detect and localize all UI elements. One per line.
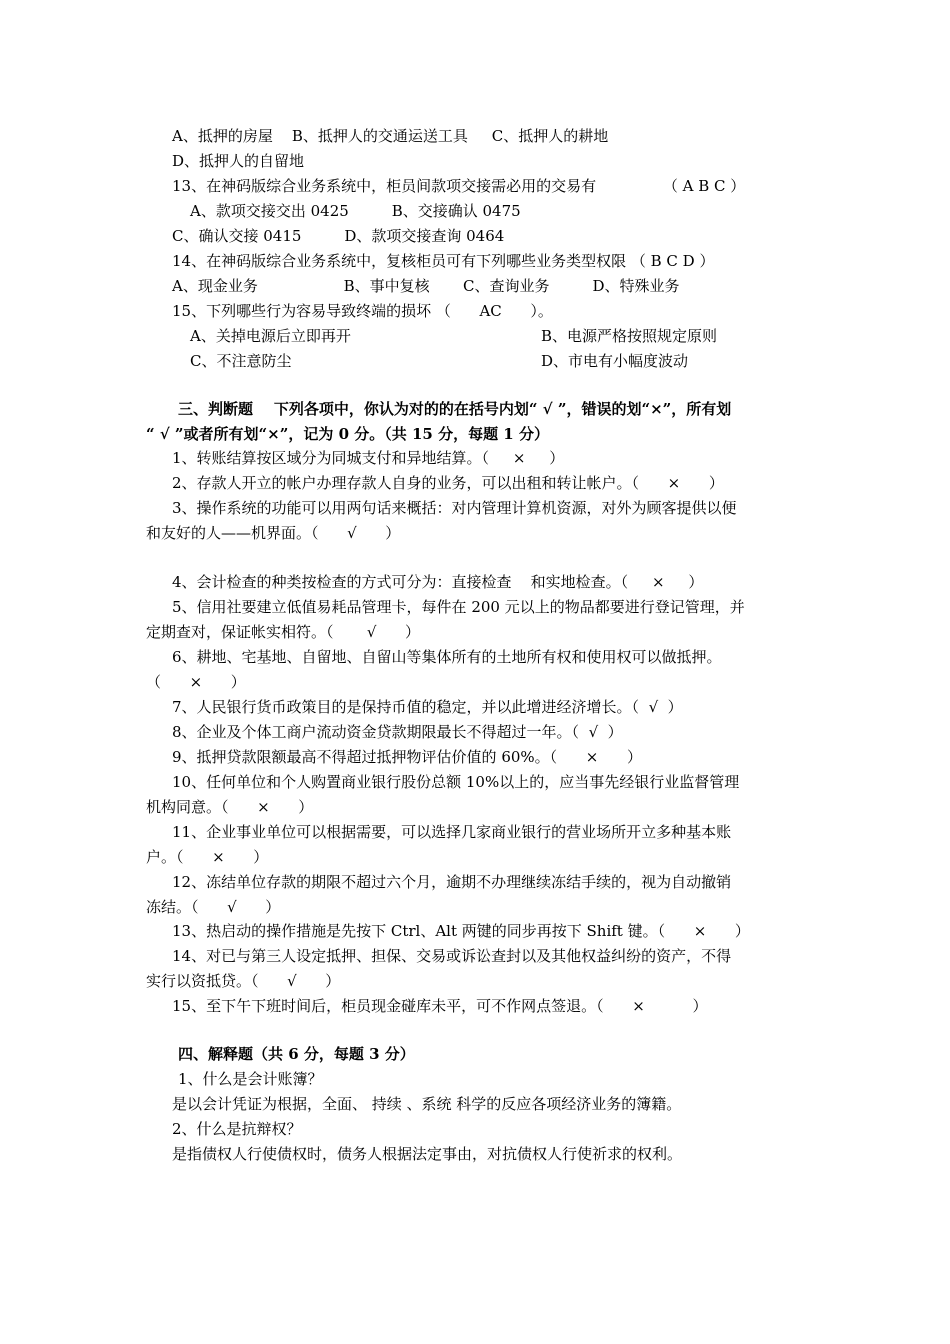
text-line: 和友好的人——机界面。（ √ ） bbox=[146, 524, 401, 542]
text-line: 2、什么是抗辩权？ bbox=[172, 1120, 302, 1138]
text-line: 是指债权人行使债权时，债务人根据法定事由，对抗债权人行使祈求的权利。 bbox=[172, 1145, 683, 1163]
text-line: A、现金业务 B、事中复核 C、查询业务 D、特殊业务 bbox=[172, 277, 680, 295]
text-line: （ × ） bbox=[146, 673, 246, 691]
text-line: 机构同意。（ × ） bbox=[146, 798, 314, 816]
text-line: 2、存款人开立的帐户办理存款人自身的业务，可以出租和转让帐户。（ × ） bbox=[172, 474, 724, 492]
text-line: C、确认交接 0415 D、款项交接查询 0464 bbox=[172, 227, 505, 245]
text-line: 冻结。（ √ ） bbox=[146, 898, 281, 916]
section-heading: 三、判断题 下列各项中，你认为对的的在括号内划“ √ ”，错误的划“×”，所有划 bbox=[178, 400, 732, 418]
section-heading: 四、解释题（共 6 分，每题 3 分） bbox=[178, 1045, 415, 1063]
text-line: 13、在神码版综合业务系统中，柜员间款项交接需必用的交易有 （ A B C ） bbox=[172, 177, 746, 195]
text-line: 13、热启动的操作措施是先按下 Ctrl、Alt 两键的同步再按下 Shift 键。（ × ） bbox=[172, 922, 750, 940]
text-line: 11、企业事业单位可以根据需要，可以选择几家商业银行的营业场所开立多种基本账 bbox=[172, 823, 732, 841]
text-line: 4、会计检查的种类按检查的方式可分为：直接检查 和实地检查。（ × ） bbox=[172, 573, 704, 591]
text-line: D、抵押人的自留地 bbox=[172, 152, 305, 170]
text-line: 7、人民银行货币政策目的是保持币值的稳定，并以此增进经济增长。（ √ ） bbox=[172, 698, 683, 716]
text-line: 14、在神码版综合业务系统中，复核柜员可有下列哪些业务类型权限 （ B C D ） bbox=[172, 252, 715, 270]
text-line: 12、冻结单位存款的期限不超过六个月，逾期不办理继续冻结手续的，视为自动撤销 bbox=[172, 873, 732, 891]
text-line: 是以会计凭证为根据，全面、 持续 、系统 科学的反应各项经济业务的簿籍。 bbox=[172, 1095, 682, 1113]
text-line: 15、下列哪些行为容易导致终端的损坏 （ AC ）。 bbox=[172, 302, 553, 320]
text-line: 1、转账结算按区域分为同城支付和异地结算。（ × ） bbox=[172, 449, 565, 467]
text-line: C、不注意防尘 bbox=[190, 352, 292, 370]
text-line: B、电源严格按照规定原则 bbox=[541, 327, 718, 345]
text-line: 15、至下午下班时间后，柜员现金碰库未平，可不作网点签退。（ × ） bbox=[172, 997, 708, 1015]
text-line: D、市电有小幅度波动 bbox=[541, 352, 689, 370]
section-heading: “ √ ”或者所有划“×”，记为 0 分。（共 15 分，每题 1 分） bbox=[146, 425, 549, 443]
text-line: 户。（ × ） bbox=[146, 848, 269, 866]
text-line: A、款项交接交出 0425 B、交接确认 0475 bbox=[190, 202, 521, 220]
text-line: 5、信用社要建立低值易耗品管理卡，每件在 200 元以上的物品都要进行登记管理，并 bbox=[172, 598, 745, 616]
text-line: 实行以资抵贷。（ √ ） bbox=[146, 972, 341, 990]
text-line: 14、对已与第三人设定抵押、担保、交易或诉讼查封以及其他权益纠纷的资产，不得 bbox=[172, 947, 732, 965]
text-line: A、关掉电源后立即再开 bbox=[190, 327, 351, 345]
text-line: 10、任何单位和个人购置商业银行股份总额 10%以上的，应当事先经银行业监督管理 bbox=[172, 773, 740, 791]
text-line: 3、操作系统的功能可以用两句话来概括：对内管理计算机资源，对外为顾客提供以便 bbox=[172, 499, 737, 517]
text-line: A、抵押的房屋 B、抵押人的交通运送工具 C、抵押人的耕地 bbox=[172, 127, 609, 145]
text-line: 定期查对，保证帐实相符。（ √ ） bbox=[146, 623, 421, 641]
text-line: 8、企业及个体工商户流动资金贷款期限最长不得超过一年。（ √ ） bbox=[172, 723, 623, 741]
text-line: 9、抵押贷款限额最高不得超过抵押物评估价值的 60%。（ × ） bbox=[172, 748, 642, 766]
text-line: 1、什么是会计账簿？ bbox=[178, 1070, 323, 1088]
text-line: 6、耕地、宅基地、自留地、自留山等集体所有的土地所有权和使用权可以做抵押。 bbox=[172, 648, 722, 666]
